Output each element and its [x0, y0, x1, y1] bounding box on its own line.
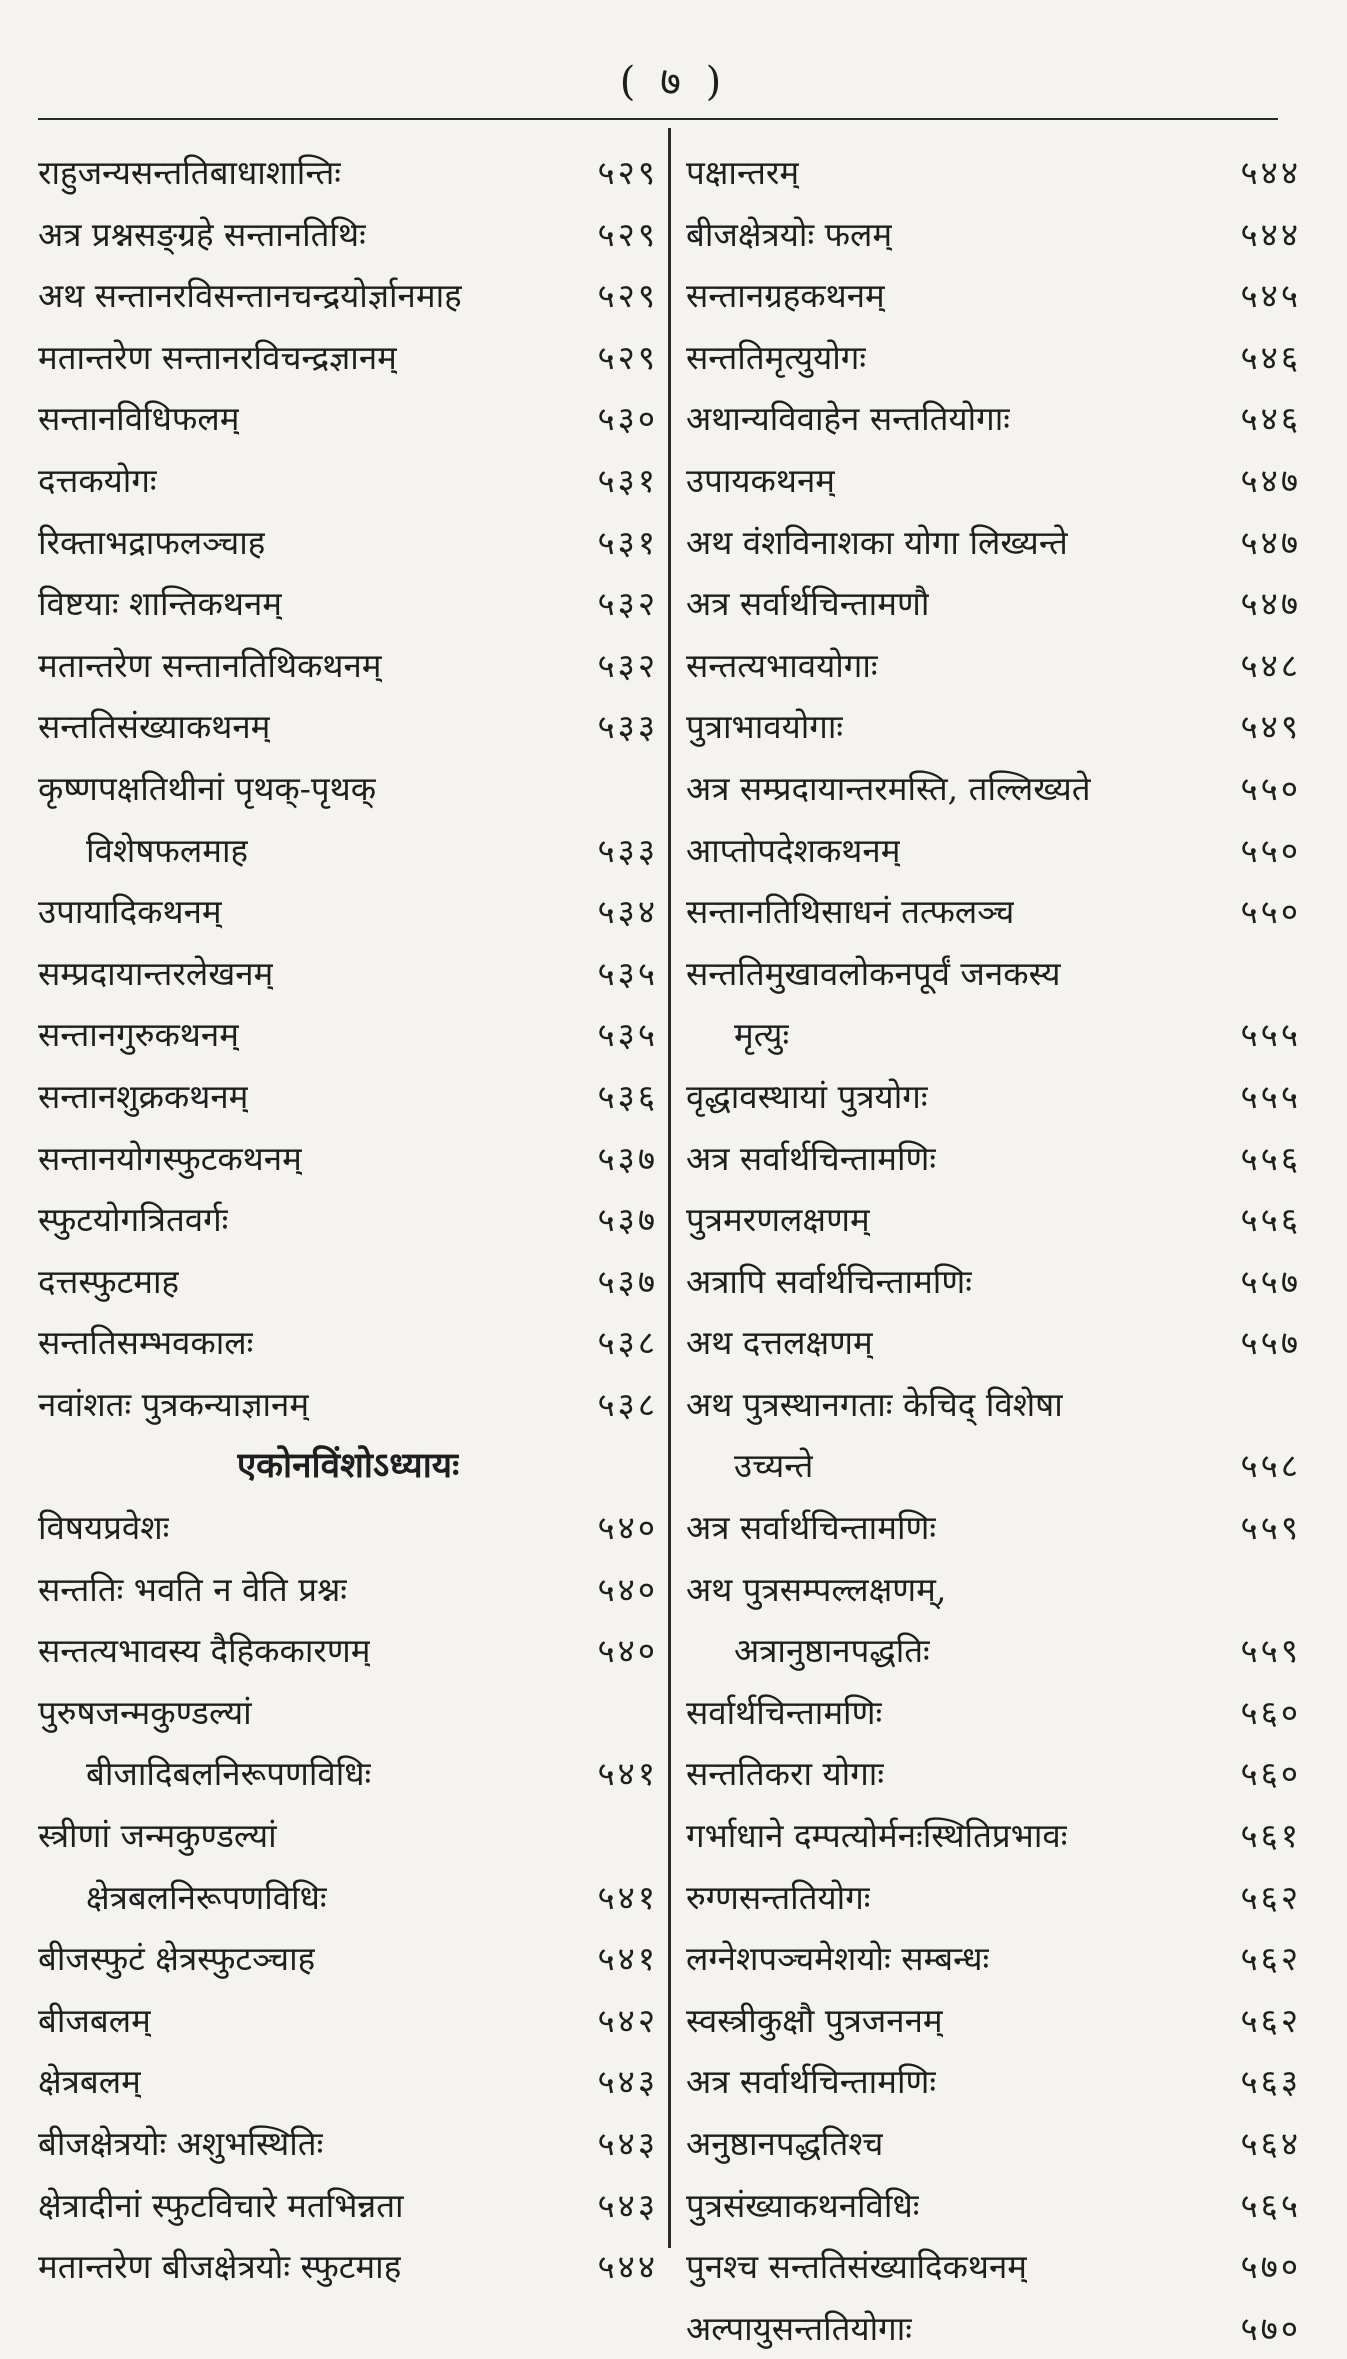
entry-title: राहुजन्यसन्ततिबाधाशान्तिः	[38, 153, 341, 192]
entry-title: अल्पायुसन्ततियोगाः	[686, 2308, 912, 2348]
entry-title: लग्नेशपञ्चमेशयोः सम्बन्धः	[686, 1939, 990, 1979]
entry-page-number: ५४३	[597, 2185, 658, 2225]
toc-entry	[38, 1990, 658, 2052]
entry-page-number: ५३८	[597, 1384, 658, 1424]
entry-title: अत्रापि सर्वार्थचिन्तामणिः	[686, 1261, 972, 1301]
toc-entry	[686, 1682, 1301, 1744]
toc-entry	[686, 1189, 1301, 1251]
entry-page-number: ५४४	[597, 2247, 658, 2287]
entry-page-number: ५४३	[597, 2124, 658, 2163]
entry-title: अथ पुत्रसम्पल्लक्षणम्,	[686, 1569, 947, 1609]
toc-entry	[686, 1928, 1301, 1990]
entry-title: उच्यन्ते	[734, 1446, 814, 1486]
toc-entry	[686, 1805, 1301, 1867]
entry-page-number: ५३५	[597, 953, 658, 993]
entry-title: स्फुटयोगत्रितवर्गः	[38, 1200, 229, 1240]
toc-entry	[686, 388, 1301, 450]
toc-entry	[38, 1743, 658, 1805]
toc-entry	[686, 1867, 1301, 1929]
toc-entry	[686, 1066, 1301, 1128]
toc-entry	[686, 265, 1301, 327]
entry-page-number: ५६५	[1240, 2185, 1301, 2225]
entry-title: पक्षान्तरम्	[686, 153, 800, 192]
toc-entry	[686, 1620, 1301, 1682]
entry-page-number: ५६०	[1240, 1692, 1301, 1732]
entry-title: दत्तस्फुटमाह	[38, 1261, 180, 1301]
top-rule	[38, 118, 1278, 120]
page-number: ( ७ )	[619, 59, 728, 105]
toc-entry	[38, 1682, 658, 1744]
entry-page-number: ५४०	[597, 1508, 658, 1548]
toc-entry	[38, 881, 658, 943]
entry-title: मतान्तरेण सन्तानरविचन्द्रज्ञानम्	[38, 337, 397, 377]
toc-entry	[38, 1066, 658, 1128]
entry-title: आप्तोपदेशकथनम्	[686, 830, 901, 870]
toc-entry	[38, 1251, 658, 1313]
toc-entry	[38, 388, 658, 450]
entry-title: बीजादिबलनिरूपणविधिः	[86, 1754, 372, 1794]
entry-title: सन्तत्यभावस्य दैहिककारणम्	[38, 1631, 371, 1671]
entry-page-number: ५७०	[1240, 2308, 1301, 2348]
entry-title: अत्र सर्वार्थचिन्तामणिः	[686, 1508, 937, 1548]
entry-title: सन्तानगुरुकथनम्	[38, 1015, 239, 1055]
entry-title: सन्तानयोगस्फुटकथनम्	[38, 1138, 302, 1178]
entry-title: अत्रानुष्ठानपद्धतिः	[734, 1631, 930, 1671]
entry-title: रिक्ताभद्राफलञ्चाह	[38, 522, 266, 562]
toc-entry	[38, 820, 658, 882]
toc-left-column	[38, 142, 658, 2298]
entry-page-number: ५२९	[597, 337, 658, 377]
entry-page-number: ५४८	[1240, 645, 1301, 685]
entry-title: अथ सन्तानरविसन्तानचन्द्रयोर्ज्ञानमाह	[38, 276, 462, 316]
entry-page-number: ५३६	[597, 1076, 658, 1116]
entry-title: सन्ततिकरा योगाः	[686, 1754, 884, 1794]
entry-page-number: ५४०	[597, 1569, 658, 1609]
entry-page-number: ५५८	[1240, 1446, 1301, 1486]
toc-entry	[686, 1990, 1301, 2052]
entry-page-number: ५३२	[597, 584, 658, 624]
entry-page-number: ५५६	[1240, 1138, 1301, 1178]
entry-page-number: ५४१	[597, 1754, 658, 1794]
entry-title: दत्तकयोगः	[38, 460, 157, 500]
toc-entry	[38, 758, 658, 820]
toc-entry	[38, 512, 658, 574]
entry-page-number: ५३१	[597, 460, 658, 500]
entry-title: अथ दत्तलक्षणम्	[686, 1323, 873, 1363]
entry-page-number: ५२९	[597, 153, 658, 192]
toc-entry	[38, 1559, 658, 1621]
entry-page-number: ५६०	[1240, 1754, 1301, 1794]
toc-entry	[38, 1374, 658, 1436]
toc-entry	[38, 2175, 658, 2237]
entry-page-number: ५६२	[1240, 1939, 1301, 1979]
toc-entry	[686, 820, 1301, 882]
entry-page-number: ५६२	[1240, 1877, 1301, 1917]
toc-entry	[686, 1004, 1301, 1066]
entry-page-number: ५६२	[1240, 2000, 1301, 2040]
entry-page-number: ५५०	[1240, 830, 1301, 870]
entry-title: कृष्णपक्षतिथीनां पृथक्-पृथक्	[38, 768, 377, 808]
entry-page-number: ५४१	[597, 1939, 658, 1979]
entry-page-number: ५५९	[1240, 1508, 1301, 1548]
toc-entry	[38, 1805, 658, 1867]
entry-page-number: ५५९	[1240, 1631, 1301, 1671]
entry-page-number: ५३४	[597, 892, 658, 932]
toc-entry	[38, 204, 658, 266]
toc-entry	[38, 2236, 658, 2298]
entry-page-number: ५२९	[597, 276, 658, 316]
toc-entry	[38, 1620, 658, 1682]
entry-title: अत्र सर्वार्थचिन्तामणिः	[686, 2062, 937, 2102]
entry-title: बीजक्षेत्रयोः अशुभस्थितिः	[38, 2124, 324, 2163]
toc-entry	[38, 2113, 658, 2175]
entry-title: सन्तानविधिफलम्	[38, 399, 240, 439]
toc-entry	[686, 142, 1301, 204]
toc-entry	[686, 1497, 1301, 1559]
toc-entry	[686, 1374, 1301, 1436]
entry-page-number: ५३७	[597, 1200, 658, 1240]
toc-entry	[38, 265, 658, 327]
entry-page-number: ५६४	[1240, 2124, 1301, 2163]
entry-page-number: ५४९	[1240, 707, 1301, 747]
toc-entry	[38, 1128, 658, 1190]
entry-title: सन्तानतिथिसाधनं तत्फलञ्च	[686, 892, 1015, 932]
toc-entry	[686, 573, 1301, 635]
entry-title: बीजबलम्	[38, 2000, 151, 2040]
toc-entry	[38, 1189, 658, 1251]
entry-page-number: ५४७	[1240, 522, 1301, 562]
toc-entry	[38, 573, 658, 635]
toc-entry	[686, 1128, 1301, 1190]
toc-entry	[686, 327, 1301, 389]
entry-page-number: ५४६	[1240, 399, 1301, 439]
toc-entry	[686, 696, 1301, 758]
entry-title: सन्ततिसंख्याकथनम्	[38, 707, 271, 747]
entry-title: अथान्यविवाहेन सन्ततियोगाः	[686, 399, 1010, 439]
entry-title: बीजक्षेत्रयोः फलम्	[686, 214, 893, 254]
entry-title: पुत्राभावयोगाः	[686, 707, 844, 747]
entry-page-number: ५५७	[1240, 1261, 1301, 1301]
toc-entry	[686, 2175, 1301, 2237]
entry-title: पुत्रसंख्याकथनविधिः	[686, 2185, 920, 2225]
toc-entry	[686, 758, 1301, 820]
entry-page-number: ५३७	[597, 1261, 658, 1301]
toc-entry	[686, 512, 1301, 574]
entry-page-number: ५३३	[597, 830, 658, 870]
entry-title: विषयप्रवेशः	[38, 1508, 170, 1548]
toc-entry	[38, 2051, 658, 2113]
toc-entry	[38, 943, 658, 1005]
entry-page-number: ५४६	[1240, 337, 1301, 377]
toc-entry	[686, 450, 1301, 512]
toc-entry	[38, 696, 658, 758]
entry-page-number: ५३७	[597, 1138, 658, 1178]
entry-page-number: ५३०	[597, 399, 658, 439]
entry-title: सन्ततिः भवति न वेति प्रश्नः	[38, 1569, 347, 1609]
entry-title: गर्भाधाने दम्पत्योर्मनःस्थितिप्रभावः	[686, 1816, 1068, 1856]
entry-title: बीजस्फुटं क्षेत्रस्फुटञ्चाह	[38, 1939, 316, 1979]
entry-title: क्षेत्रादीनां स्फुटविचारे मतभिन्नता	[38, 2185, 404, 2225]
toc-entry	[38, 1928, 658, 1990]
toc-entry	[38, 327, 658, 389]
entry-title: मतान्तरेण बीजक्षेत्रयोः स्फुटमाह	[38, 2247, 402, 2287]
entry-page-number: ५४४	[1240, 214, 1301, 254]
entry-page-number: ५४७	[1240, 460, 1301, 500]
entry-page-number: ५३८	[597, 1323, 658, 1363]
entry-page-number: ५३१	[597, 522, 658, 562]
entry-page-number: ५४३	[597, 2062, 658, 2102]
column-divider	[668, 128, 671, 2248]
toc-entry	[686, 1559, 1301, 1621]
entry-page-number: ५४२	[597, 2000, 658, 2040]
entry-page-number: ५५७	[1240, 1323, 1301, 1363]
toc-entry	[686, 1743, 1301, 1805]
entry-title: मतान्तरेण सन्तानतिथिकथनम्	[38, 645, 382, 685]
entry-title: विष्टयाः शान्तिकथनम्	[38, 584, 282, 624]
toc-entry	[38, 1867, 658, 1929]
entry-title: क्षेत्रबलम्	[38, 2062, 141, 2102]
entry-title: पुरुषजन्मकुण्डल्यां	[38, 1692, 252, 1732]
entry-title: अत्र प्रश्नसङ्ग्रहे सन्तानतिथिः	[38, 214, 366, 254]
entry-title: मृत्युः	[734, 1015, 790, 1055]
entry-title: नवांशतः पुत्रकन्याज्ञानम्	[38, 1384, 310, 1424]
entry-title: अथ पुत्रस्थानगताः केचिद् विशेषा	[686, 1384, 1063, 1424]
entry-title: सम्प्रदायान्तरलेखनम्	[38, 953, 274, 993]
entry-title: सन्ततिमृत्युयोगः	[686, 337, 867, 377]
toc-entry	[38, 142, 658, 204]
entry-title: अथ वंशविनाशका योगा लिख्यन्ते	[686, 522, 1068, 562]
entry-title: उपायादिकथनम्	[38, 892, 222, 932]
entry-title: सन्तानग्रहकथनम्	[686, 276, 885, 316]
entry-page-number: ५५५	[1240, 1015, 1301, 1055]
entry-page-number: ५५०	[1240, 768, 1301, 808]
entry-page-number: ५४७	[1240, 584, 1301, 624]
toc-entry	[686, 2298, 1301, 2359]
entry-page-number: ५४०	[597, 1631, 658, 1671]
toc-entry	[38, 450, 658, 512]
entry-page-number: ५३३	[597, 707, 658, 747]
entry-title: क्षेत्रबलनिरूपणविधिः	[86, 1877, 327, 1917]
entry-page-number: ५५६	[1240, 1200, 1301, 1240]
entry-page-number: ५५०	[1240, 892, 1301, 932]
toc-entry	[686, 881, 1301, 943]
entry-title: पुत्रमरणलक्षणम्	[686, 1200, 870, 1240]
toc-entry	[686, 2113, 1301, 2175]
entry-page-number: ५४५	[1240, 276, 1301, 316]
entry-title: सन्तत्यभावयोगाः	[686, 645, 878, 685]
entry-page-number: ५५५	[1240, 1076, 1301, 1116]
entry-page-number: ५२९	[597, 214, 658, 254]
entry-title: अत्र सर्वार्थचिन्तामणौ	[686, 584, 930, 624]
entry-title: सन्ततिसम्भवकालः	[38, 1323, 254, 1363]
entry-title: अत्र सर्वार्थचिन्तामणिः	[686, 1138, 937, 1178]
entry-title: सन्तानशुक्रकथनम्	[38, 1076, 249, 1116]
entry-page-number: ५७०	[1240, 2247, 1301, 2287]
chapter-title: एकोनविंशोऽध्यायः	[236, 1445, 460, 1487]
entry-title: पुनश्च सन्ततिसंख्यादिकथनम्	[686, 2247, 1028, 2287]
chapter-heading	[38, 1435, 658, 1497]
toc-entry	[686, 2051, 1301, 2113]
toc-right-column	[686, 142, 1301, 2359]
toc-entry	[38, 1497, 658, 1559]
toc-entry	[686, 943, 1301, 1005]
toc-entry	[686, 204, 1301, 266]
toc-entry	[686, 635, 1301, 697]
entry-page-number: ५४४	[1240, 153, 1301, 192]
entry-page-number: ५६३	[1240, 2062, 1301, 2102]
entry-page-number: ५४१	[597, 1877, 658, 1917]
entry-title: स्त्रीणां जन्मकुण्डल्यां	[38, 1816, 277, 1856]
toc-entry	[686, 1251, 1301, 1313]
entry-title: सन्ततिमुखावलोकनपूर्वं जनकस्य	[686, 953, 1061, 993]
toc-entry	[38, 1004, 658, 1066]
entry-title: विशेषफलमाह	[86, 830, 249, 870]
toc-entry	[38, 635, 658, 697]
entry-title: उपायकथनम्	[686, 460, 835, 500]
toc-entry	[686, 1435, 1301, 1497]
entry-page-number: ५३५	[597, 1015, 658, 1055]
entry-title: अनुष्ठानपद्धतिश्च	[686, 2124, 884, 2163]
entry-page-number: ५६१	[1240, 1816, 1301, 1856]
entry-title: स्वस्त्रीकुक्षौ पुत्रजननम्	[686, 2000, 943, 2040]
toc-entry	[38, 1312, 658, 1374]
entry-title: वृद्धावस्थायां पुत्रयोगः	[686, 1076, 928, 1116]
entry-title: अत्र सम्प्रदायान्तरमस्ति, तल्लिख्यते	[686, 768, 1091, 808]
entry-title: सर्वार्थचिन्तामणिः	[686, 1692, 883, 1732]
toc-entry	[686, 2236, 1301, 2298]
toc-entry	[686, 1312, 1301, 1374]
entry-page-number: ५३२	[597, 645, 658, 685]
entry-title: रुग्णसन्ततियोगः	[686, 1877, 871, 1917]
